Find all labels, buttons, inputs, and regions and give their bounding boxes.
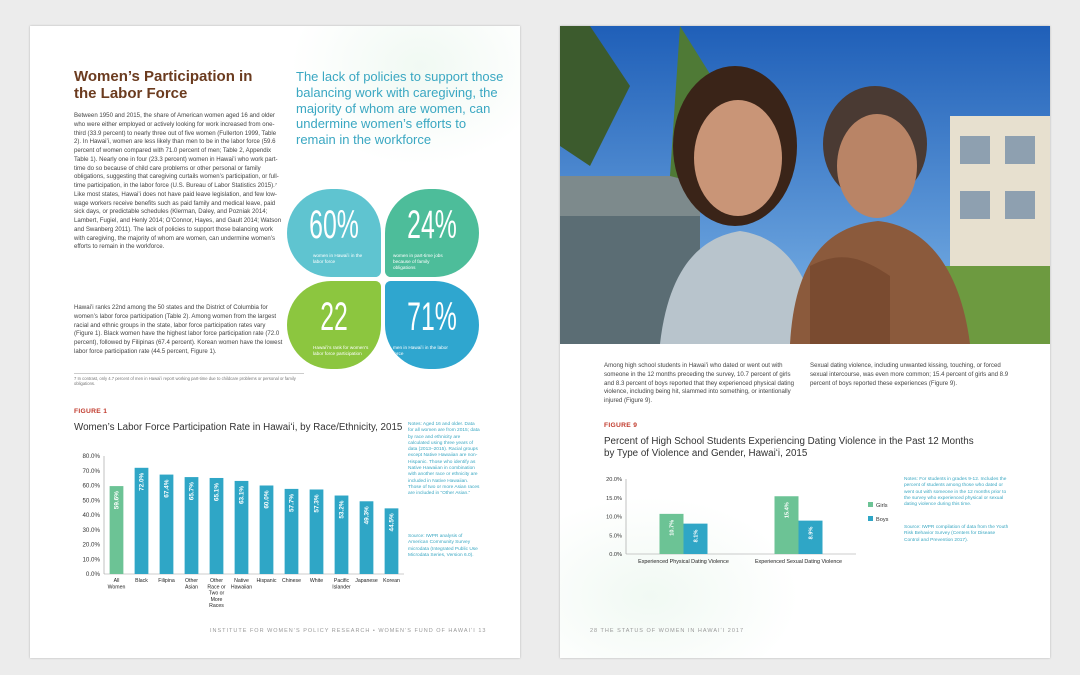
body-paragraph-2: Sexual dating violence, including unwanted kissing, touching, or forced sexual intercourse, was even more common; 15.4 percent of girls and 8.9 percent of boys reported these experiences (Figure 9).	[810, 362, 1009, 387]
y-tick-label: 15.0%	[606, 495, 622, 502]
y-tick-label: 20.0%	[82, 541, 100, 549]
legend-label: Boys	[876, 517, 889, 523]
data-label: 72.0%	[138, 472, 146, 491]
stat-women-labor-force	[287, 189, 381, 277]
data-label: 44.5%	[388, 513, 396, 532]
y-tick-label: 10.0%	[606, 514, 622, 521]
legend-swatch	[868, 502, 873, 507]
data-label: 57.3%	[313, 494, 321, 513]
data-label: 63.1%	[238, 485, 246, 505]
x-tick-label: Hispanic	[256, 578, 277, 584]
stat-state-rank	[287, 281, 381, 369]
figure-label: FIGURE 9	[604, 422, 638, 429]
body-paragraph-1: Between 1950 and 2015, the share of American women aged 16 and older who were either employed or actively looking for work increased from one-third (33.9 percent) to nearly three out of five women (Fullerton 1999, Table 2). In Hawaiʻi, women are less likely than men to be in the labor force (59.6 percent of women compared with 71.0 percent of men; Table 2, Appendix Table 1). Nearly one in four (23.3 percent) women in Hawaiʻi who work part-time do so because of child care problems or other personal or family obligations, suggesting that caregiving curtails women’s participation, or full-time participation, in the labor force (U.S. Bureau of Labor Statistics 2015).⁷ Like most states, Hawaiʻi does not have paid leave legislation, and few low-wage workers receive benefits such as paid family and medical leave, paid sick days, or predictable schedules (Klerman, Daley, and Pozniak 2014; Lambert, Fugiel, and Henly 2014; O’Connor, Hayes, and Gault 2014; Watson and Swanberg 2011). The lack of policies to support those balancing work with caregiving, the majority of whom are women, can undermine women’s efforts to remain in the workforce.	[74, 112, 282, 251]
stat-number: 24%	[407, 203, 457, 247]
stat-caption: Hawaiʻi’s rank for women’s labor force participation	[313, 345, 369, 356]
x-tick-label: Experienced Sexual Dating Violence	[754, 559, 843, 565]
photo-two-women	[560, 26, 1050, 344]
legend-swatch	[868, 516, 873, 521]
legend-label: Girls	[876, 503, 888, 509]
photo-illustration	[560, 26, 1050, 344]
body-paragraph-2: Hawaiʻi ranks 22nd among the 50 states and the District of Columbia for women’s labor force participation (Table 2). Among women from the largest racial and ethnic groups in the state, labor force participation rates vary (Figure 1). Black women have the highest labor force participation rate (72.0 percent), followed by Filipinas (67.4 percent). Korean women have the lowest labor force participation rate (44.5 percent, Figure 1).	[74, 304, 283, 355]
stat-number: 22	[320, 295, 348, 339]
x-tick-label: Filipina	[158, 578, 175, 584]
y-tick-label: 10.0%	[82, 556, 100, 564]
x-tick-label: All Women	[107, 578, 126, 591]
data-label: 57.7%	[288, 493, 296, 513]
stat-caption: women in Hawaiʻi in the labor force	[313, 253, 363, 264]
stat-number: 71%	[407, 295, 457, 339]
figure-title: Percent of High School Students Experiencing Dating Violence in the Past 12 Months by Type of Violence and Gender, Hawaiʻi, 2015	[604, 436, 974, 459]
left-page	[30, 26, 520, 658]
x-tick-label: Native Hawaiian	[230, 578, 253, 591]
x-tick-label: Korean	[383, 578, 400, 584]
y-tick-label: 60.0%	[82, 482, 100, 490]
section-heading: Women’s Participation in the Labor Force	[74, 68, 253, 102]
stat-caption: women in part-time jobs because of family obligations	[393, 253, 443, 270]
x-tick-label: Chinese	[281, 578, 302, 584]
data-label: 10.7%	[669, 519, 676, 536]
page-footer: INSTITUTE FOR WOMEN’S POLICY RESEARCH • WOMEN’S FUND OF HAWAIʻI 13	[210, 628, 487, 634]
x-tick-label: Experienced Physical Dating Violence	[638, 559, 729, 565]
x-tick-label: Japanese	[355, 578, 378, 584]
data-label: 8.1%	[693, 529, 700, 543]
data-label: 8.9%	[808, 526, 815, 540]
labor-force-chart	[66, 448, 406, 608]
footnote: 7 In contrast, only 4.7 percent of men in Hawaiʻi report working part-time due to childcare problems or personal or family obligations.	[74, 373, 304, 387]
data-label: 15.4%	[784, 502, 791, 519]
y-tick-label: 0.0%	[85, 571, 100, 578]
figure-notes: Notes: For students in grades 9-12. Includes the percent of students among those who dated or went out with someone in the 12 months prior to the survey who experienced physical or sexual dating violence during this time.	[904, 477, 1007, 508]
data-label: 60.0%	[263, 490, 271, 509]
figure-title: Women’s Labor Force Participation Rate in Hawaiʻi, by Race/Ethnicity, 2015	[74, 422, 403, 433]
x-tick-label: Pacific Islander	[332, 578, 351, 591]
data-label: 59.6%	[113, 491, 121, 510]
y-tick-label: 5.0%	[609, 533, 622, 540]
data-label: 65.7%	[188, 482, 196, 501]
x-tick-label: White	[309, 578, 324, 584]
y-tick-label: 30.0%	[82, 526, 100, 534]
stat-number: 60%	[309, 203, 359, 247]
y-tick-label: 80.0%	[82, 453, 100, 460]
right-page	[560, 26, 1050, 658]
stat-caption: men in Hawaiʻi in the labor force	[393, 345, 448, 356]
y-tick-label: 20.0%	[606, 477, 622, 483]
stat-men-labor-force	[385, 281, 479, 369]
y-tick-label: 0.0%	[609, 552, 622, 558]
dating-violence-chart	[596, 471, 906, 571]
x-tick-label: Black	[135, 578, 148, 584]
data-label: 49.3%	[363, 506, 371, 525]
figure-source: Source: IWPR compilation of data from the Youth Risk Behavior Survey (Centers for Disease Control and Prevention 2017).	[904, 525, 1009, 543]
y-tick-label: 70.0%	[82, 467, 100, 475]
x-tick-label: Other Race or Two or More Races	[207, 578, 226, 608]
figure-notes: Notes: Aged 16 and older. Data for all women are from 2015; data by race and ethnicity are calculated using three years of data (2013–2015). Racial groups except Native Hawaiian are non-Hispanic. Those who identify as Native Hawaiian in combination with another race or ethnicity are included in Native Hawaiian. Those of two or more Asian races are included in “Other Asian.”	[408, 422, 480, 497]
pull-quote: The lack of policies to support those balancing work with caregiving, the majority of whom are women, can undermine women’s efforts to remain in the workforce	[296, 69, 504, 148]
page-footer: 28 THE STATUS OF WOMEN IN HAWAIʻI 2017	[590, 628, 745, 634]
x-tick-label: Other Asian	[185, 578, 198, 591]
stat-part-time-family	[385, 189, 479, 277]
body-paragraph-1: Among high school students in Hawaiʻi who dated or went out with someone in the 12 months preceding the survey, 10.7 percent of girls and 8.3 percent of boys reported that they experienced physical dating violence, including being hit, slammed into something, or intentionally injured (Figure 9).	[604, 362, 795, 404]
data-label: 67.4%	[163, 479, 171, 498]
figure-source: Source: IWPR analysis of American Community Survey microdata (Integrated Public Use Microdata Series, Version 6.0).	[408, 534, 478, 558]
data-label: 65.1%	[213, 482, 221, 502]
data-label: 53.2%	[338, 500, 346, 519]
y-tick-label: 40.0%	[82, 512, 100, 519]
y-tick-label: 50.0%	[82, 497, 100, 505]
figure-label: FIGURE 1	[74, 408, 108, 415]
